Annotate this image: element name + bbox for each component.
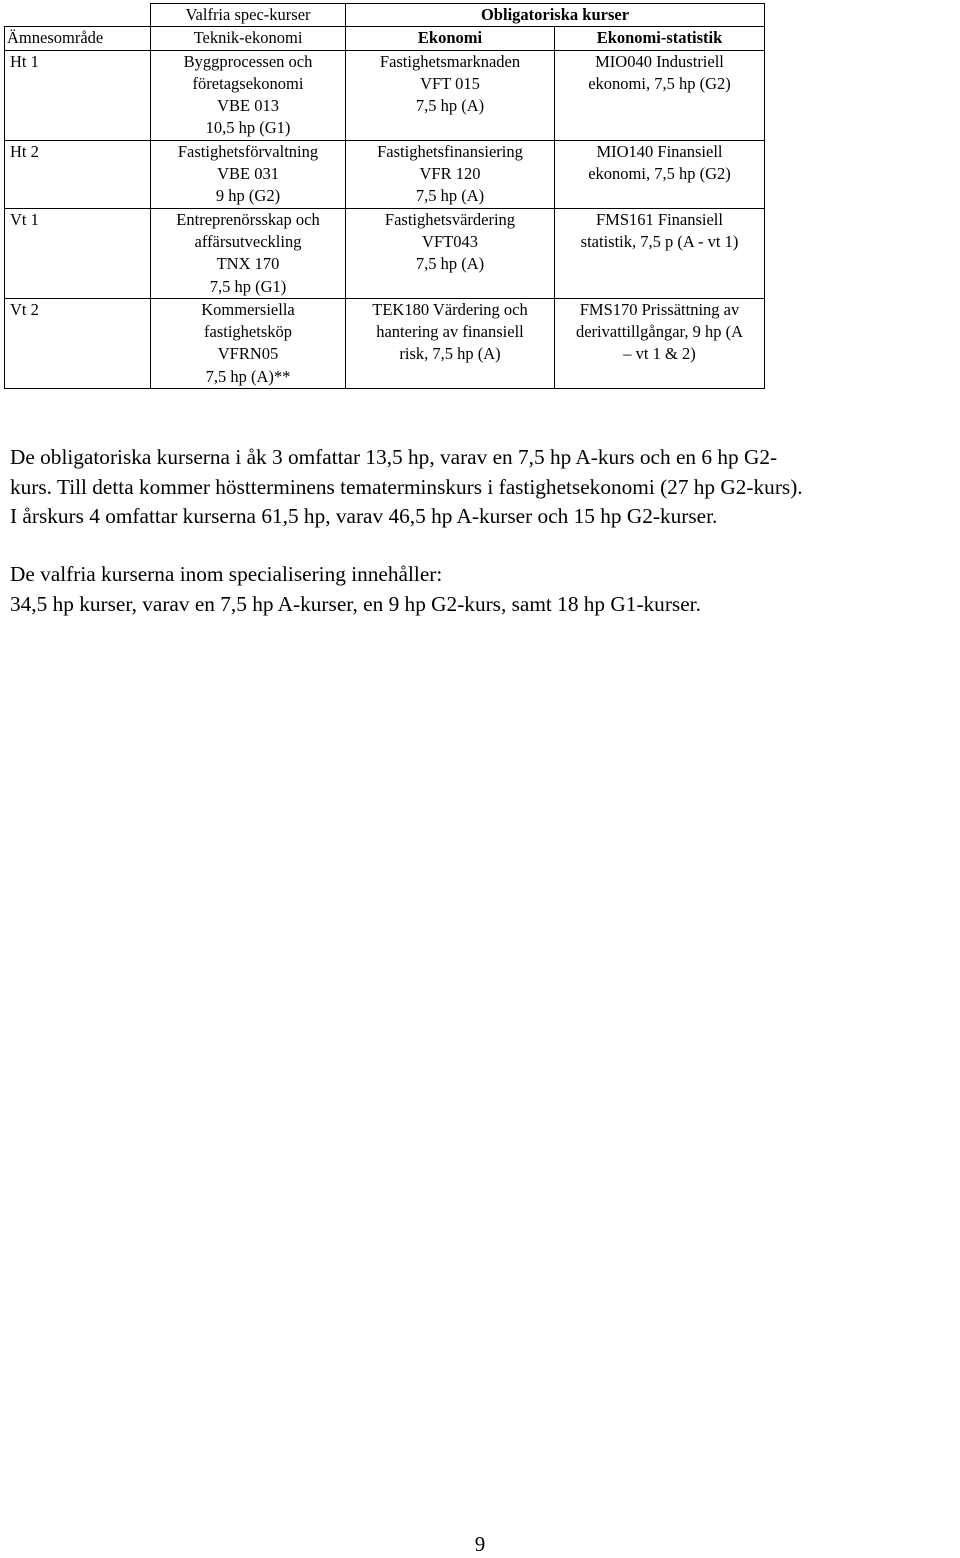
cell-line: Fastighetsvärdering bbox=[384, 209, 516, 229]
cell-line: företagsekonomi bbox=[192, 73, 304, 93]
cell-line: statistik, 7,5 p (A - vt 1) bbox=[580, 231, 739, 251]
stat-cell bbox=[555, 140, 765, 208]
cell-line: VFT043 bbox=[422, 231, 478, 251]
cell-line: Entreprenörsskap och bbox=[176, 209, 320, 229]
econ-cell bbox=[346, 298, 555, 388]
cell-line: MIO040 Industriell bbox=[595, 51, 724, 71]
cell-line: risk, 7,5 hp (A) bbox=[399, 344, 501, 364]
paragraph-line: De obligatoriska kurserna i åk 3 omfattar 13,5 hp, varav en 7,5 hp A-kurs och en 6 hp G2- bbox=[10, 445, 778, 469]
elective-header: Valfria spec-kurser bbox=[151, 4, 346, 27]
cell-line: MIO140 Finansiell bbox=[596, 141, 723, 161]
cell-line: Fastighetsmarknaden bbox=[379, 51, 521, 71]
cell-line: 7,5 hp (A) bbox=[415, 254, 485, 274]
table-row bbox=[5, 208, 765, 298]
cell-line: 7,5 hp (A) bbox=[415, 186, 485, 206]
empty-cell bbox=[5, 4, 151, 27]
mandatory-header: Obligatoriska kurser bbox=[346, 4, 765, 27]
course-table bbox=[4, 3, 765, 389]
tech-cell bbox=[151, 208, 346, 298]
cell-line: Kommersiella bbox=[201, 299, 295, 319]
stat-cell bbox=[555, 298, 765, 388]
tech-cell bbox=[151, 140, 346, 208]
stat-cell bbox=[555, 208, 765, 298]
cell-line: VFT 015 bbox=[420, 73, 480, 93]
cell-line: FMS161 Finansiell bbox=[596, 209, 723, 229]
econ-cell bbox=[346, 140, 555, 208]
cell-line: 7,5 hp (A) bbox=[415, 96, 485, 116]
econ-cell bbox=[346, 50, 555, 140]
cell-line: ekonomi, 7,5 hp (G2) bbox=[588, 73, 731, 93]
cell-line: VFRN05 bbox=[217, 344, 279, 364]
econ-stat-header: Ekonomi-statistik bbox=[555, 27, 765, 50]
cell-line: FMS170 Prissättning av bbox=[579, 299, 740, 319]
cell-line: Byggprocessen och bbox=[183, 51, 313, 71]
term-cell: Vt 2 bbox=[5, 298, 151, 388]
tech-cell bbox=[151, 50, 346, 140]
econ-cell bbox=[346, 208, 555, 298]
cell-line: TNX 170 bbox=[216, 254, 280, 274]
cell-line: VBE 031 bbox=[217, 164, 279, 184]
table-row bbox=[5, 50, 765, 140]
cell-line: Fastighetsförvaltning bbox=[177, 141, 319, 161]
page-number: 9 bbox=[474, 1532, 486, 1556]
table-row bbox=[5, 140, 765, 208]
cell-line: VBE 013 bbox=[217, 96, 279, 116]
paragraph-line: 34,5 hp kurser, varav en 7,5 hp A-kurser, en 9 hp G2-kurs, samt 18 hp G1-kurser. bbox=[10, 591, 701, 616]
term-cell: Ht 2 bbox=[5, 140, 151, 208]
cell-line: Fastighetsfinansiering bbox=[377, 141, 523, 161]
stat-cell bbox=[555, 50, 765, 140]
table-header-row-1 bbox=[5, 4, 765, 27]
cell-line: – vt 1 & 2) bbox=[623, 344, 696, 364]
cell-line: 10,5 hp (G1) bbox=[205, 118, 291, 138]
term-cell: Ht 1 bbox=[5, 50, 151, 140]
table-header-row-2 bbox=[5, 27, 765, 50]
cell-line: ekonomi, 7,5 hp (G2) bbox=[588, 164, 731, 184]
paragraph-line: I årskurs 4 omfattar kurserna 61,5 hp, varav 46,5 hp A-kurser och 15 hp G2-kurser. bbox=[10, 504, 718, 528]
cell-line: hantering av finansiell bbox=[376, 322, 524, 342]
term-cell: Vt 1 bbox=[5, 208, 151, 298]
cell-line: 9 hp (G2) bbox=[215, 186, 281, 206]
cell-line: derivattillgångar, 9 hp (A bbox=[575, 322, 744, 342]
subject-area-header: Ämnesområde bbox=[5, 27, 151, 50]
cell-line: VFR 120 bbox=[419, 164, 481, 184]
cell-line: affärsutveckling bbox=[194, 231, 302, 251]
cell-line: 7,5 hp (G1) bbox=[209, 276, 287, 296]
tech-econ-header: Teknik-ekonomi bbox=[151, 27, 346, 50]
table-row bbox=[5, 298, 765, 388]
mandatory-summary-paragraph bbox=[10, 443, 803, 532]
cell-line: 7,5 hp (A)** bbox=[205, 366, 291, 386]
cell-line: fastighetsköp bbox=[204, 322, 292, 342]
tech-cell bbox=[151, 298, 346, 388]
paragraph-line: kurs. Till detta kommer höstterminens tematerminskurs i fastighetsekonomi (27 hp G2-kurs). bbox=[10, 474, 803, 499]
elective-summary-paragraph bbox=[10, 560, 701, 619]
econ-header: Ekonomi bbox=[346, 27, 555, 50]
paragraph-line: De valfria kurserna inom specialisering innehåller: bbox=[10, 562, 443, 586]
cell-line: TEK180 Värdering och bbox=[372, 299, 528, 319]
